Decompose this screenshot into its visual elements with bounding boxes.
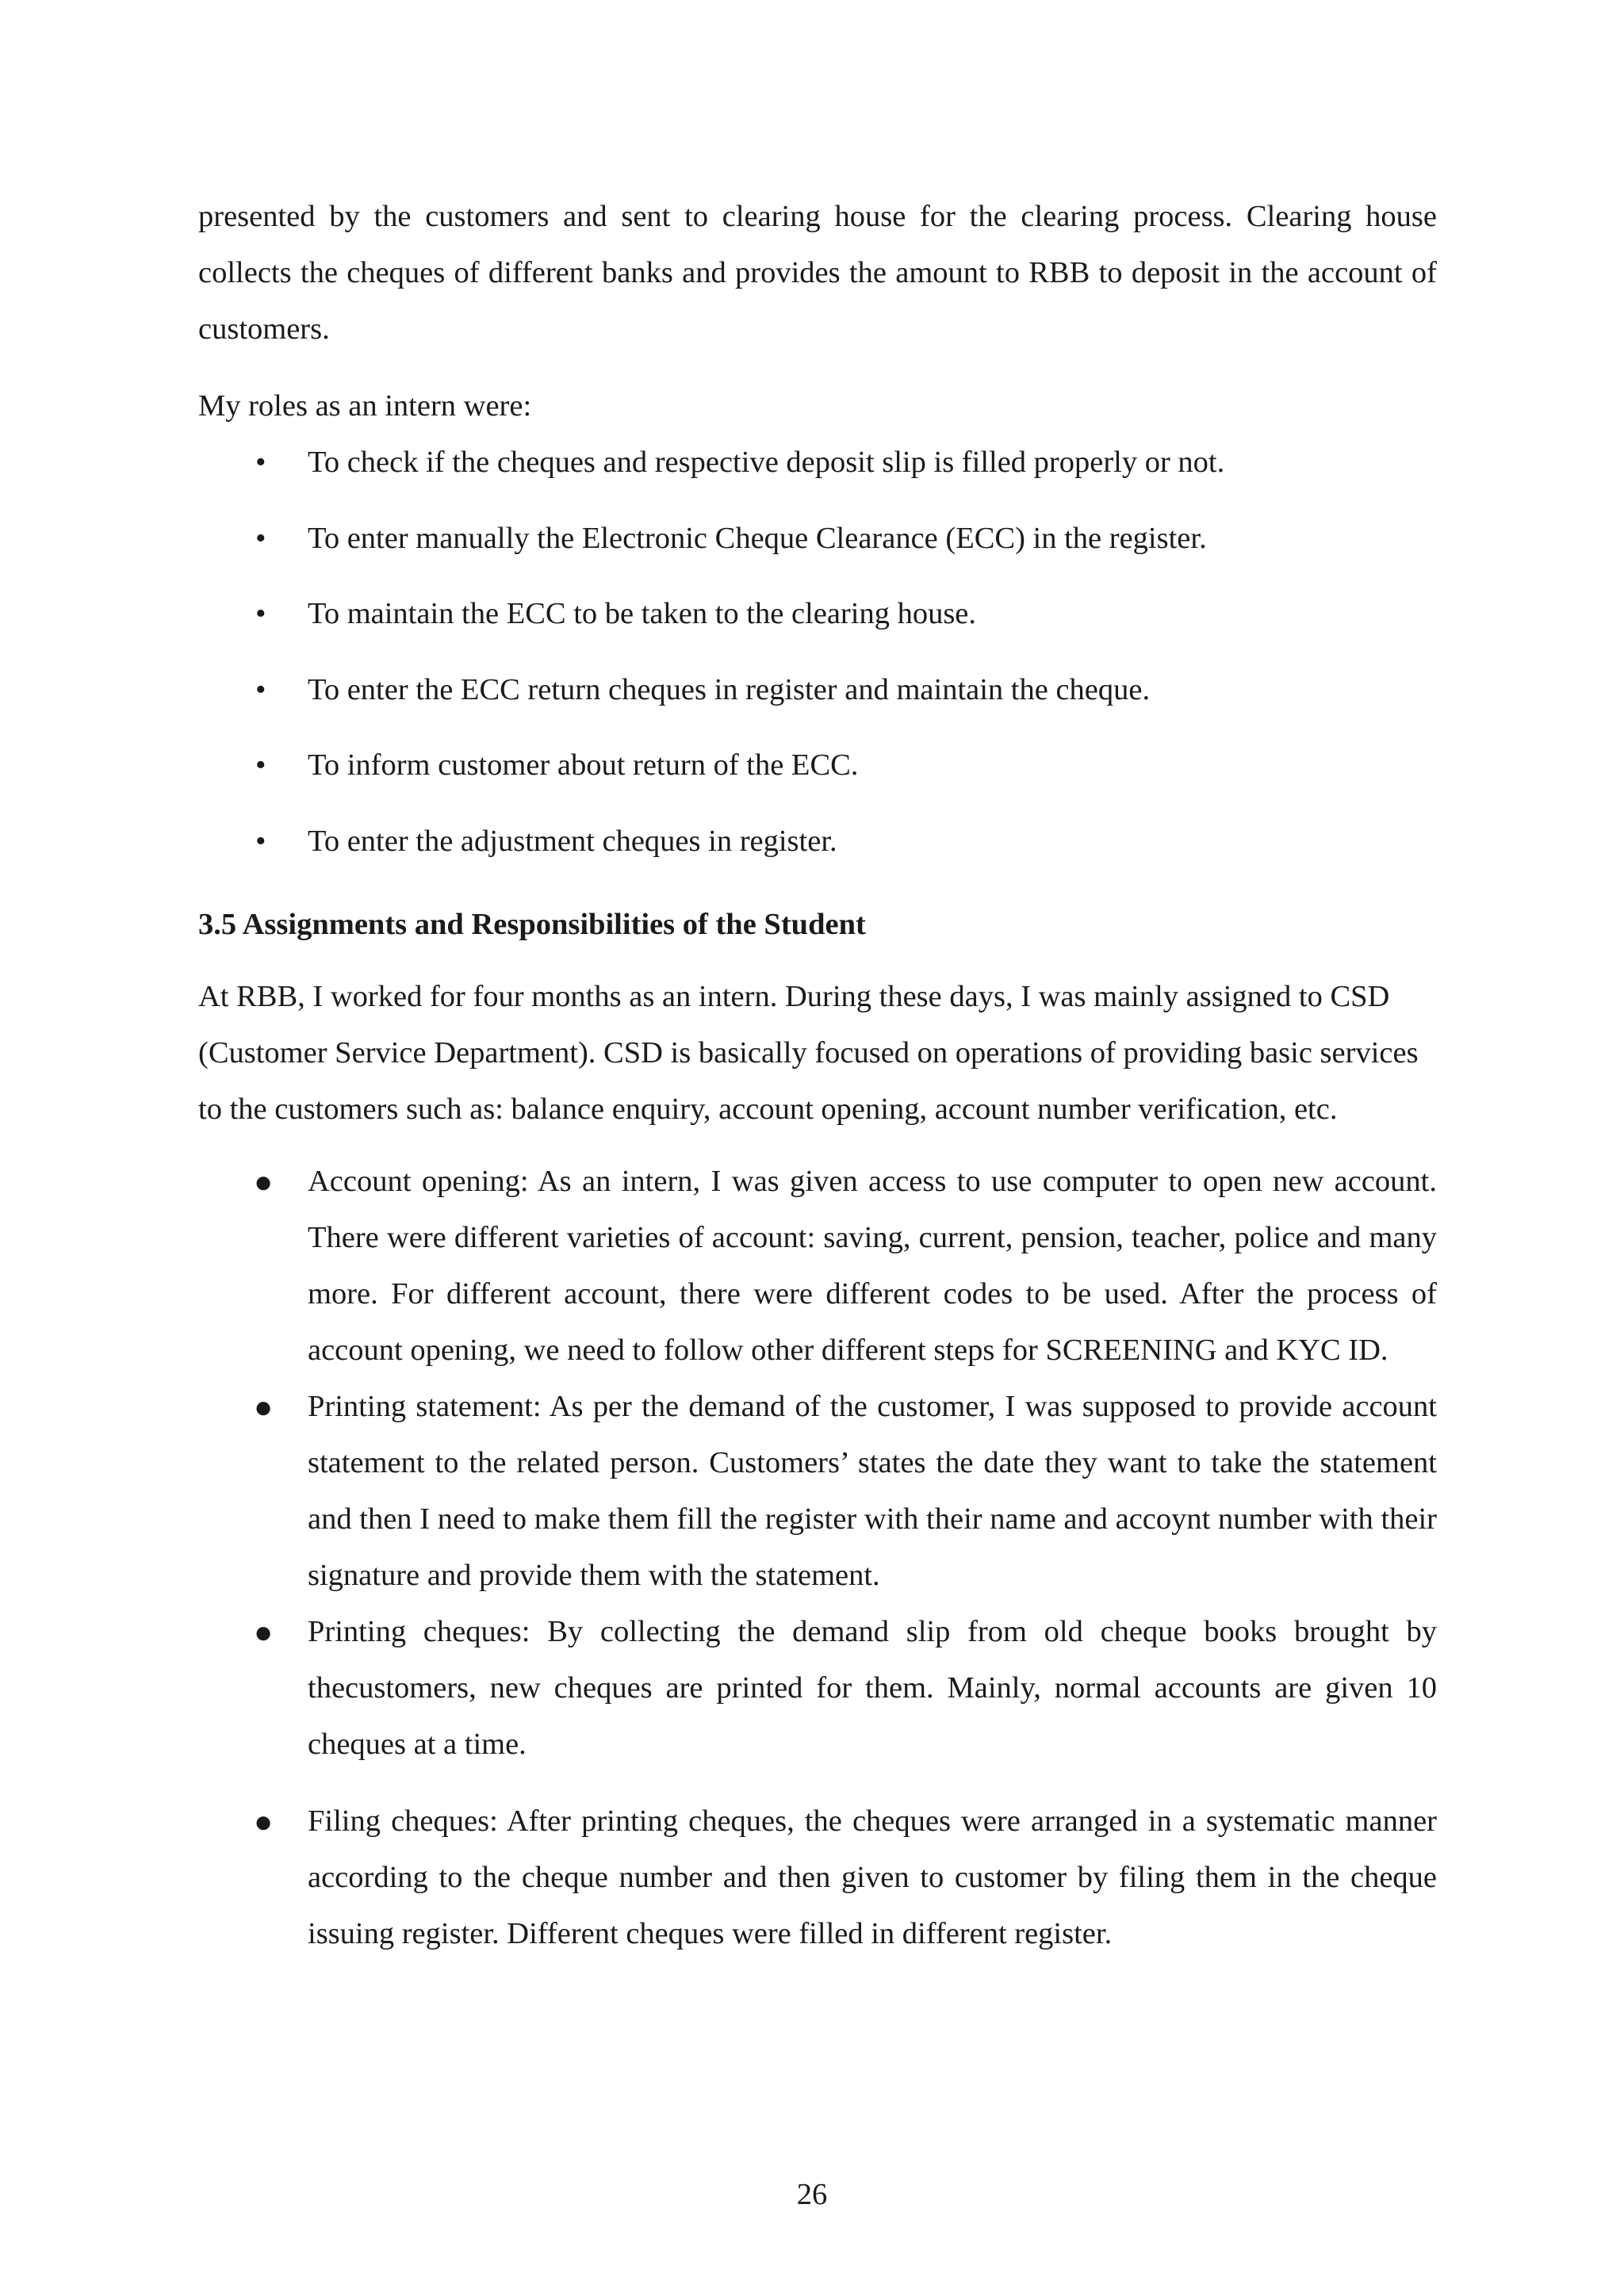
bullet-icon: • [255, 824, 266, 858]
bullet-icon: • [255, 521, 266, 555]
roles-list [198, 434, 1437, 889]
role-text: To enter the adjustment cheques in register. [308, 824, 837, 858]
duty-text: Printing statement: As per the demand of the customer, I was supposed to provide account statement to the related person. Customers’ states the date they want to take the statement and then I need to make them fill the register with their name and accoynt number with their signature and provide them with the statement. [308, 1390, 1437, 1592]
duty-list [198, 1154, 1437, 1962]
role-text: To enter manually the Electronic Cheque Clearance (ECC) in the register. [308, 521, 1207, 555]
list-item [198, 737, 1437, 813]
role-text: To maintain the ECC to be taken to the clearing house. [308, 597, 977, 630]
duty-text: Filing cheques: After printing cheques, the cheques were arranged in a systematic manner according to the cheque number and then given to customer by filing them in the cheque issuing register. Different cheques were filled in different register. [308, 1804, 1437, 1950]
section-paragraph: At RBB, I worked for four months as an intern. During these days, I was mainly assigned to CSD (Customer Service Department). CSD is basically focused on operations of providing basic services to the customers such as: balance enquiry, account opening, account number verification, etc. [198, 980, 1419, 1126]
intro-paragraph: presented by the customers and sent to clearing house for the clearing process. Clearing house collects the cheques of different banks and provides the amount to RBB to deposit in the account of customers. [198, 200, 1437, 346]
bullet-icon: • [255, 597, 266, 630]
page-number: 26 [796, 2178, 828, 2211]
list-item [198, 1154, 1437, 1379]
list-item [198, 1379, 1437, 1604]
role-text: To inform customer about return of the ECC. [308, 748, 859, 782]
bullet-icon: • [255, 672, 266, 706]
list-item [198, 511, 1437, 587]
duty-text: Printing cheques: By collecting the demand slip from old cheque books brought by thecustomers, new cheques are printed for them. Mainly, normal accounts are given 10 cheques at a time. [308, 1615, 1437, 1761]
list-item [198, 1604, 1437, 1773]
list-item [198, 434, 1437, 511]
bullet-icon: ● [254, 1614, 274, 1650]
role-text: To check if the cheques and respective deposit slip is filled properly or not. [308, 446, 1225, 479]
list-item [198, 813, 1437, 890]
list-item [198, 1793, 1437, 1962]
bullet-icon: ● [254, 1804, 274, 1839]
roles-heading: My roles as an intern were: [198, 389, 532, 423]
list-item [198, 662, 1437, 738]
bullet-icon: • [255, 748, 266, 782]
document-page [198, 189, 1437, 1962]
duty-text: Account opening: As an intern, I was given access to use computer to open new account. There were different varieties of account: saving, current, pension, teacher, police and many more. For different account, there were different codes to be used. After the process of account opening, we need to follow other different steps for SCREENING and KYC ID. [308, 1165, 1437, 1367]
bullet-icon: ● [254, 1164, 274, 1200]
bullet-icon: ● [254, 1389, 274, 1425]
bullet-icon: • [255, 446, 266, 479]
list-item [198, 586, 1437, 662]
role-text: To enter the ECC return cheques in register and maintain the cheque. [308, 672, 1151, 706]
section-heading: 3.5 Assignments and Responsibilities of the Student [198, 908, 866, 941]
